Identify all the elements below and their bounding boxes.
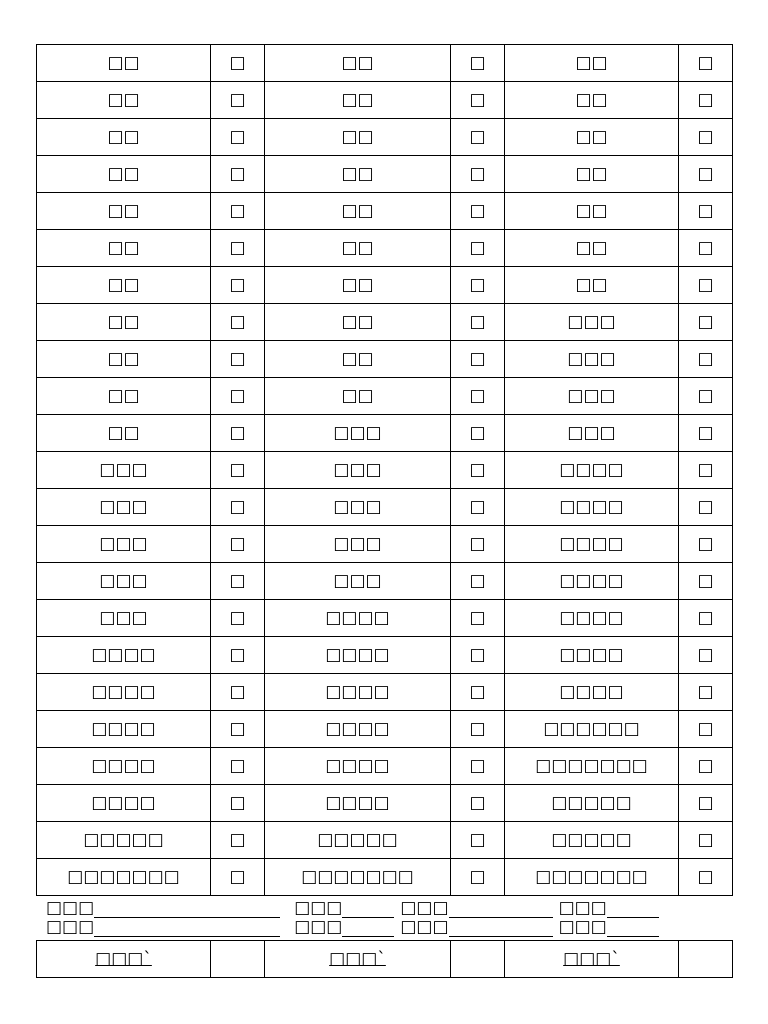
- item-cell: □□□□: [505, 637, 679, 674]
- table-row: [37, 748, 733, 785]
- item-cell: □□: [37, 230, 211, 267]
- item-cell: □□: [265, 230, 451, 267]
- item-cell: □□: [505, 82, 679, 119]
- check-cell[interactable]: □: [451, 859, 505, 896]
- fill-line[interactable]: [342, 901, 394, 918]
- check-cell[interactable]: □: [679, 600, 733, 637]
- check-cell[interactable]: □: [211, 563, 265, 600]
- table-row: [37, 378, 733, 415]
- check-cell[interactable]: □: [679, 452, 733, 489]
- footer-label: □□□: [294, 917, 343, 937]
- table-row: [37, 304, 733, 341]
- check-cell[interactable]: □: [679, 341, 733, 378]
- item-cell: □□: [505, 119, 679, 156]
- check-cell[interactable]: □: [679, 415, 733, 452]
- check-cell[interactable]: □: [211, 119, 265, 156]
- item-cell: □□□□: [37, 711, 211, 748]
- signature-label: □□□`: [329, 949, 386, 969]
- item-cell: □□□□□: [505, 785, 679, 822]
- check-cell[interactable]: □: [211, 267, 265, 304]
- check-cell[interactable]: □: [451, 341, 505, 378]
- check-cell[interactable]: □: [211, 193, 265, 230]
- table-row: [37, 452, 733, 489]
- check-cell[interactable]: □: [451, 45, 505, 82]
- check-cell[interactable]: □: [679, 526, 733, 563]
- fill-line[interactable]: [342, 920, 394, 937]
- item-cell: □□: [265, 341, 451, 378]
- check-cell[interactable]: □: [451, 415, 505, 452]
- item-cell: □□□□: [265, 748, 451, 785]
- signature-label-cell: [265, 941, 451, 978]
- item-cell: □□□□: [265, 785, 451, 822]
- item-cell: □□□□□□□: [265, 859, 451, 896]
- check-cell[interactable]: □: [211, 156, 265, 193]
- check-cell[interactable]: □: [679, 156, 733, 193]
- check-cell[interactable]: □: [679, 378, 733, 415]
- item-cell: □□: [265, 45, 451, 82]
- footer-row: [46, 899, 726, 918]
- check-cell[interactable]: □: [211, 526, 265, 563]
- footer-label: □□□: [46, 917, 95, 937]
- item-cell: □□□□: [37, 748, 211, 785]
- item-cell: □□: [265, 304, 451, 341]
- check-cell[interactable]: □: [211, 378, 265, 415]
- check-cell[interactable]: □: [211, 82, 265, 119]
- check-cell[interactable]: □: [211, 304, 265, 341]
- item-cell: □□□: [505, 304, 679, 341]
- footer-row: [46, 918, 726, 937]
- check-cell[interactable]: □: [451, 119, 505, 156]
- item-cell: □□: [505, 267, 679, 304]
- item-cell: □□□□: [505, 489, 679, 526]
- check-cell[interactable]: □: [211, 489, 265, 526]
- check-cell[interactable]: □: [211, 711, 265, 748]
- footer-label: □□□: [400, 898, 449, 918]
- item-cell: □□□: [265, 526, 451, 563]
- item-cell: □□□□□□□: [505, 748, 679, 785]
- table-row: [37, 156, 733, 193]
- check-cell[interactable]: □: [679, 193, 733, 230]
- check-cell[interactable]: □: [679, 822, 733, 859]
- table-row: [37, 785, 733, 822]
- signature-label: □□□`: [563, 949, 620, 969]
- table-row: [37, 415, 733, 452]
- item-cell: □□□□□: [265, 822, 451, 859]
- table-row: [37, 600, 733, 637]
- check-cell[interactable]: □: [679, 785, 733, 822]
- item-cell: □□□: [505, 415, 679, 452]
- item-cell: □□□□□□: [505, 711, 679, 748]
- check-cell[interactable]: □: [451, 822, 505, 859]
- item-cell: □□: [265, 119, 451, 156]
- item-cell: □□□□: [505, 563, 679, 600]
- item-cell: □□□□: [37, 785, 211, 822]
- item-cell: □□: [37, 341, 211, 378]
- check-cell[interactable]: □: [451, 452, 505, 489]
- item-cell: □□□: [265, 563, 451, 600]
- check-cell[interactable]: □: [211, 600, 265, 637]
- footer-label: □□□: [558, 917, 607, 937]
- table-row: [37, 341, 733, 378]
- table-row: [37, 563, 733, 600]
- check-cell[interactable]: □: [451, 526, 505, 563]
- table-row: [37, 45, 733, 82]
- item-cell: □□□□: [505, 674, 679, 711]
- fill-line[interactable]: [94, 901, 280, 918]
- check-cell[interactable]: □: [679, 748, 733, 785]
- item-cell: □□□: [37, 489, 211, 526]
- table-row: [37, 711, 733, 748]
- item-cell: □□: [505, 156, 679, 193]
- item-cell: □□□□: [505, 526, 679, 563]
- item-cell: □□□□: [265, 711, 451, 748]
- table-row: [37, 267, 733, 304]
- item-cell: □□□□: [37, 674, 211, 711]
- check-cell[interactable]: □: [679, 82, 733, 119]
- table-row: [37, 859, 733, 896]
- check-cell[interactable]: □: [679, 45, 733, 82]
- footer-label: □□□: [400, 917, 449, 937]
- check-cell[interactable]: □: [211, 785, 265, 822]
- signature-field[interactable]: [679, 941, 733, 978]
- check-cell[interactable]: □: [451, 600, 505, 637]
- item-cell: □□: [505, 230, 679, 267]
- check-cell[interactable]: □: [451, 82, 505, 119]
- item-cell: □□□□: [265, 674, 451, 711]
- item-cell: □□□: [37, 452, 211, 489]
- check-cell[interactable]: □: [679, 489, 733, 526]
- signature-row: [37, 941, 733, 978]
- item-cell: □□: [265, 378, 451, 415]
- check-cell[interactable]: □: [451, 378, 505, 415]
- fill-line[interactable]: [607, 920, 659, 937]
- check-cell[interactable]: □: [451, 267, 505, 304]
- item-cell: □□: [37, 378, 211, 415]
- item-cell: □□: [37, 45, 211, 82]
- signature-field[interactable]: [211, 941, 265, 978]
- item-cell: □□: [505, 45, 679, 82]
- fill-line[interactable]: [449, 920, 553, 937]
- check-cell[interactable]: □: [451, 785, 505, 822]
- check-cell[interactable]: □: [451, 304, 505, 341]
- check-cell[interactable]: □: [679, 304, 733, 341]
- item-cell: □□□: [37, 563, 211, 600]
- fill-line[interactable]: [449, 901, 553, 918]
- check-cell[interactable]: □: [451, 193, 505, 230]
- check-cell[interactable]: □: [451, 637, 505, 674]
- check-cell[interactable]: □: [451, 711, 505, 748]
- footer-label: □□□: [558, 898, 607, 918]
- check-cell[interactable]: □: [451, 563, 505, 600]
- item-cell: □□: [37, 304, 211, 341]
- check-cell[interactable]: □: [679, 563, 733, 600]
- item-cell: □□□: [37, 526, 211, 563]
- item-cell: □□□□: [265, 637, 451, 674]
- item-cell: □□□□□□□: [505, 859, 679, 896]
- item-cell: □□□: [505, 341, 679, 378]
- item-cell: □□□□: [37, 637, 211, 674]
- signature-label-cell: [505, 941, 679, 978]
- table-row: [37, 489, 733, 526]
- check-cell[interactable]: □: [211, 822, 265, 859]
- check-cell[interactable]: □: [211, 859, 265, 896]
- item-cell: □□: [37, 119, 211, 156]
- item-cell: □□: [37, 156, 211, 193]
- check-cell[interactable]: □: [211, 674, 265, 711]
- signature-field[interactable]: [451, 941, 505, 978]
- check-cell[interactable]: □: [679, 119, 733, 156]
- item-cell: □□: [265, 156, 451, 193]
- check-cell[interactable]: □: [211, 230, 265, 267]
- check-cell[interactable]: □: [451, 489, 505, 526]
- check-cell[interactable]: □: [211, 637, 265, 674]
- check-cell[interactable]: □: [211, 748, 265, 785]
- item-cell: □□: [37, 193, 211, 230]
- item-cell: □□□: [265, 415, 451, 452]
- item-cell: □□□: [505, 378, 679, 415]
- check-cell[interactable]: □: [211, 452, 265, 489]
- check-cell[interactable]: □: [211, 341, 265, 378]
- table-row: [37, 82, 733, 119]
- item-cell: □□: [265, 267, 451, 304]
- table-row: [37, 674, 733, 711]
- signature-label-cell: [37, 941, 211, 978]
- item-cell: □□□: [37, 600, 211, 637]
- footer-fill-lines: [46, 899, 726, 937]
- check-cell[interactable]: □: [451, 748, 505, 785]
- fill-line[interactable]: [94, 920, 280, 937]
- footer-label: □□□: [294, 898, 343, 918]
- check-cell[interactable]: □: [211, 415, 265, 452]
- check-cell[interactable]: □: [451, 674, 505, 711]
- check-cell[interactable]: □: [211, 45, 265, 82]
- item-cell: □□: [265, 193, 451, 230]
- table-row: [37, 193, 733, 230]
- footer-label: □□□: [46, 898, 95, 918]
- item-cell: □□□□: [505, 600, 679, 637]
- check-cell[interactable]: □: [451, 156, 505, 193]
- check-cell[interactable]: □: [679, 230, 733, 267]
- table-row: [37, 822, 733, 859]
- item-cell: □□□□□: [505, 822, 679, 859]
- item-cell: □□□□: [505, 452, 679, 489]
- item-cell: □□: [505, 193, 679, 230]
- table-row: [37, 637, 733, 674]
- check-cell[interactable]: □: [679, 267, 733, 304]
- item-cell: □□□□: [265, 600, 451, 637]
- table-row: [37, 526, 733, 563]
- item-cell: □□□□□□□: [37, 859, 211, 896]
- table-row: [37, 119, 733, 156]
- item-cell: □□: [37, 415, 211, 452]
- table-row: [37, 230, 733, 267]
- fill-line[interactable]: [607, 901, 659, 918]
- check-cell[interactable]: □: [451, 230, 505, 267]
- checklist-table: [36, 44, 733, 896]
- check-cell[interactable]: □: [679, 711, 733, 748]
- item-cell: □□□: [265, 452, 451, 489]
- check-cell[interactable]: □: [679, 859, 733, 896]
- signature-label: □□□`: [95, 949, 152, 969]
- check-cell[interactable]: □: [679, 674, 733, 711]
- item-cell: □□: [37, 82, 211, 119]
- item-cell: □□: [37, 267, 211, 304]
- item-cell: □□: [265, 82, 451, 119]
- item-cell: □□□: [265, 489, 451, 526]
- check-cell[interactable]: □: [679, 637, 733, 674]
- item-cell: □□□□□: [37, 822, 211, 859]
- signature-table: [36, 940, 733, 978]
